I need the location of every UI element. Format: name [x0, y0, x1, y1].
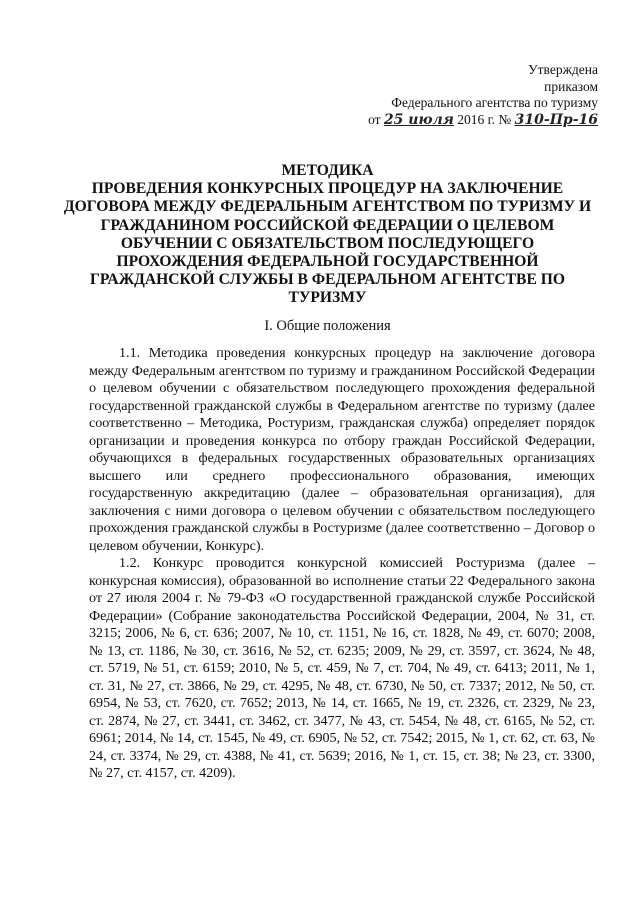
- section-heading: I. Общие положения: [264, 318, 391, 334]
- approval-line-order: приказом: [544, 78, 598, 94]
- title-text: ПРОВЕДЕНИЯ КОНКУРСНЫХ ПРОЦЕДУР НА ЗАКЛЮЧЕНИЕ ДОГОВОРА МЕЖДУ ФЕДЕРАЛЬНЫМ АГЕНТСТВОМ ПО ТУРИЗМУ И ГРАЖДАНИНОМ РОССИЙСКОЙ ФЕДЕРАЦИИ О ЦЕЛЕВОМ ОБУЧЕНИИ С ОБЯЗАТЕЛЬСТВОМ ПОСЛЕДУЮЩЕГО ПРОХОЖДЕНИЯ ФЕДЕРАЛЬНОЙ ГОСУДАРСТВЕННОЙ ГРАЖДАНСКОЙ СЛУЖБЫ В ФЕДЕРАЛЬНОМ АГЕНТСТВЕ ПО ТУРИЗМУ: [63, 180, 592, 307]
- order-year: 2016 г. №: [457, 111, 512, 127]
- paragraph-1-2: 1.2. Конкурс проводится конкурсной комиссией Ростуризма (далее – конкурсная комиссия), образованной во исполнение статьи 22 Федерального закона от 27 июля 2004 г. № 79-ФЗ «О государственной гражданской службе Российской Федерации» (Собрание законодательства Российской Федерации, 2004, № 31, ст. 3215; 2006, № 6, ст. 636; 2007, № 10, ст. 1151, № 16, ст. 1828, № 49, ст. 6070; 2008, № 13, ст. 1186, № 30, ст. 3616, № 52, ст. 6235; 2009, № 29, ст. 3597, ст. 3624, № 48, ст. 5719, № 51, ст. 6159; 2010, № 5, ст. 459, № 7, ст. 704, № 49, ст. 6413; 2011, № 1, ст. 31, № 27, ст. 3866, № 29, ст. 4295, № 48, ст. 6730, № 50, ст. 7337; 2012, № 50, ст. 6954, № 53, ст. 7620, ст. 7652; 2013, № 14, ст. 1665, № 19, ст. 2326, ст. 2329, № 23, ст. 2874, № 27, ст. 3441, ст. 3462, ст. 3477, № 43, ст. 5454, № 48, ст. 6165, № 52, ст. 6961; 2014, № 14, ст. 1545, № 49, ст. 6905, № 52, ст. 7542; 2015, № 1, ст. 62, ст. 63, № 24, ст. 3374, № 29, ст. 4388, № 41, ст. 5639; 2016, № 1, ст. 15, ст. 38; № 23, ст. 3300, № 27, ст. 4157, ст. 4209).: [89, 555, 595, 781]
- document-title: [60, 162, 595, 308]
- document-body: [89, 345, 595, 783]
- approval-line-approved: Утверждена: [528, 62, 598, 77]
- title-heading: МЕТОДИКА: [281, 162, 374, 179]
- date-prefix: от: [368, 111, 381, 127]
- approval-block: [338, 62, 598, 128]
- paragraph-1-1: 1.1. Методика проведения конкурсных процедур на заключение договора между Федеральным агентством по туризму и гражданином Российской Федерации о целевом обучении с обязательством последующего прохождения федеральной государственной гражданской службы в Федеральном агентстве по туризму (далее соответственно – Методика, Ростуризм, гражданская служба) определяет порядок организации и проведения конкурса по отбору граждан Российской Федерации, обучающихся в федеральных государственных образовательных организациях высшего или среднего профессионального образования, имеющих государственную аккредитацию (далее – образовательная организация), для заключения с ними договора о целевом обучении с обязательством последующего прохождения гражданской службы в Ростуризме (далее соответственно – Договор о целевом обучении, Конкурс).: [89, 345, 595, 554]
- approval-line-agency: Федерального агентства по туризму: [391, 95, 598, 110]
- handwritten-order-number: 310-Пр-16: [514, 111, 598, 128]
- handwritten-date: 25 июля: [383, 111, 454, 128]
- approval-date-line: [338, 112, 598, 129]
